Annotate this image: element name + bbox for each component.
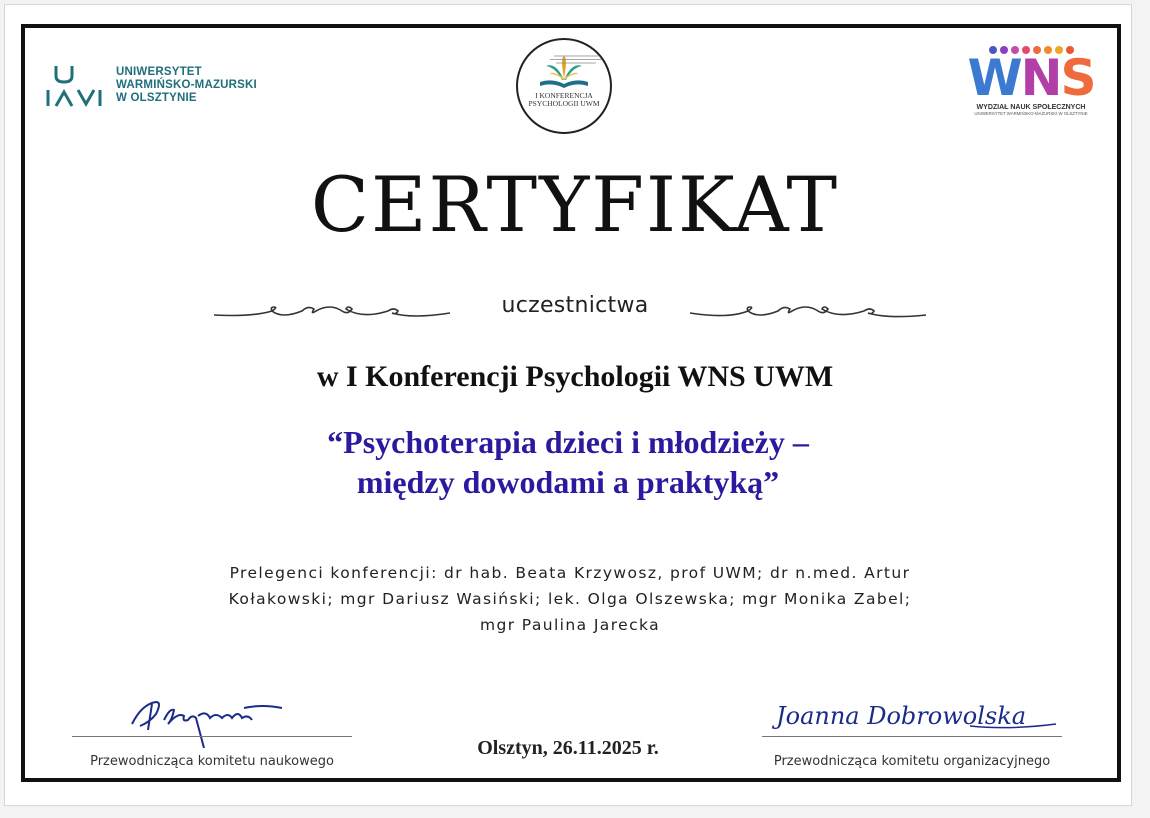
wns-faculty-name: WYDZIAŁ NAUK SPOŁECZNYCH: [976, 104, 1086, 111]
certificate-title: CERTYFIKAT: [310, 160, 840, 249]
speakers-line1: Prelegenci konferencji: dr hab. Beata Krzywosz, prof UWM; dr n.med. Artur: [229, 564, 911, 582]
conference-name: w I Konferencji Psychologii WNS UWM: [316, 360, 834, 393]
conference-seal: [516, 38, 612, 134]
left-signature-caption: Przewodnicząca komitetu naukowego: [90, 754, 334, 769]
certificate-subtitle: uczestnictwa: [501, 293, 649, 318]
speakers-list: [145, 560, 995, 638]
wns-university-name: UNIWERSYTET WARMIŃSKO-MAZURSKI W OLSZTYNIE: [974, 111, 1088, 116]
seal-title-line2: PSYCHOLOGII UWM: [528, 99, 600, 108]
uwm-line2: WARMIŃSKO-MAZURSKI: [116, 78, 257, 91]
right-signature-script: Joanna Dobrowolska: [776, 702, 1027, 730]
right-flourish-icon: [688, 299, 928, 323]
topic-line2: między dowodami a praktyką”: [356, 464, 780, 500]
place-date: Olsztyn, 26.11.2025 r.: [477, 737, 659, 759]
subtitle-row: [0, 293, 1150, 323]
right-signature-caption: Przewodnicząca komitetu organizacyjnego: [773, 754, 1051, 769]
right-handwritten-signature: [770, 690, 1060, 740]
seal-title: [518, 92, 610, 108]
wns-logo: [966, 46, 1096, 116]
conference-topic: [0, 422, 1136, 502]
certificate-frame: [21, 24, 1121, 782]
topic-line1: “Psychoterapia dzieci i młodzieży –: [327, 424, 809, 460]
wns-letters: WNS: [967, 49, 1095, 107]
right-signature-line: [762, 736, 1062, 737]
uwm-line1: UNIWERSYTET: [116, 65, 202, 78]
uwm-logo-icon: [40, 62, 104, 108]
uwm-logo-text: [116, 66, 257, 105]
seal-small-print: [536, 54, 616, 66]
seal-title-line1: I KONFERENCJA: [535, 91, 593, 100]
speakers-line2: Kołakowski; mgr Dariusz Wasiński; lek. Olga Olszewska; mgr Monika Zabel;: [228, 590, 912, 608]
uwm-logo: [40, 62, 257, 108]
speakers-line3: mgr Paulina Jarecka: [479, 616, 661, 634]
uwm-line3: W OLSZTYNIE: [116, 91, 197, 104]
